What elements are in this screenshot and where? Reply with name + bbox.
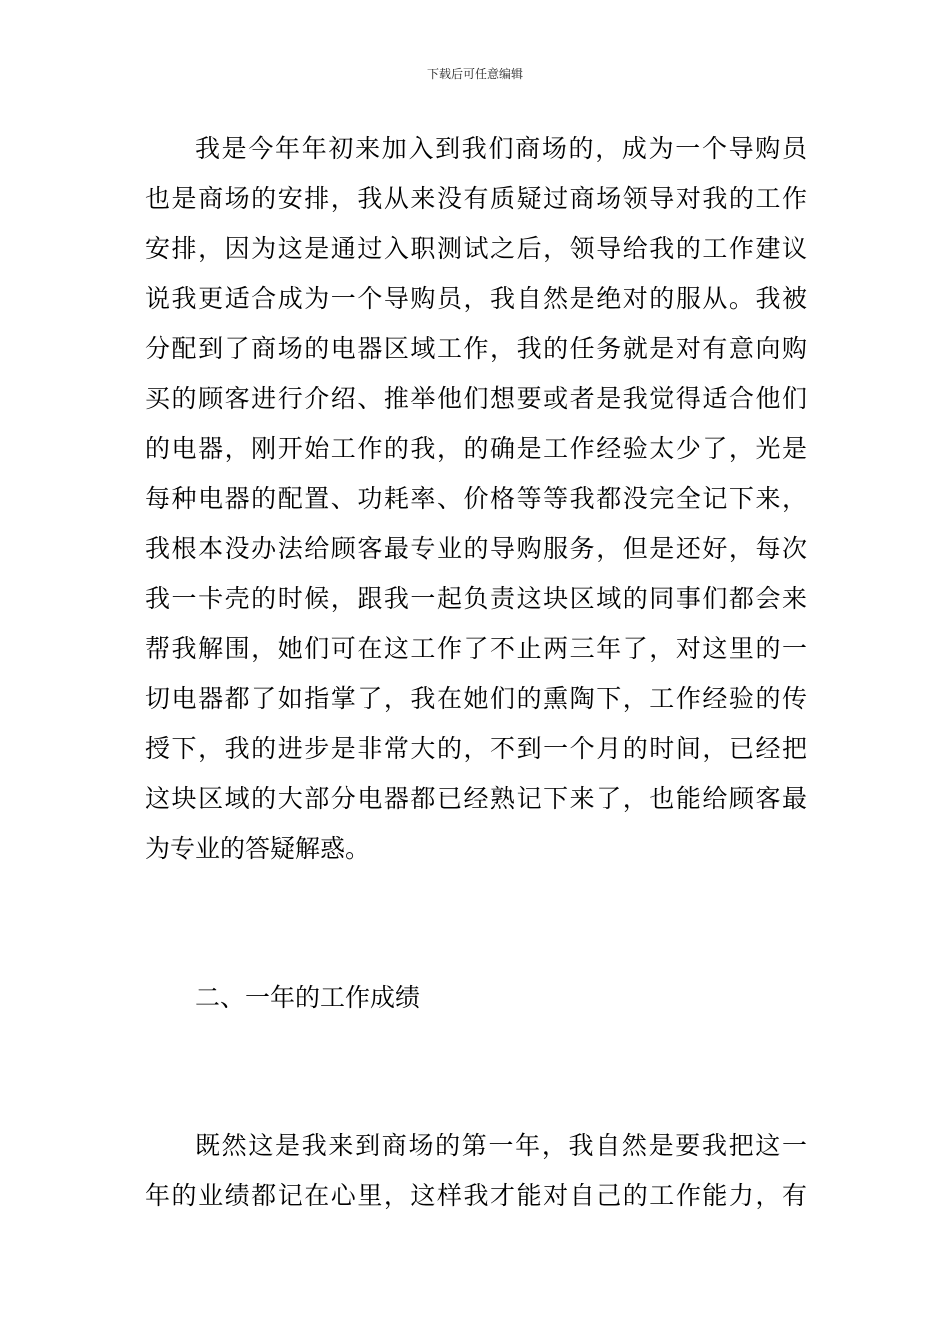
paragraph-line: 的电器，刚开始工作的我，的确是工作经验太少了，光是: [145, 434, 807, 463]
paragraph-line: 每种电器的配置、功耗率、价格等等我都没完全记下来，: [145, 484, 807, 513]
paragraph-line: 我一卡壳的时候，跟我一起负责这块区域的同事们都会来: [145, 584, 807, 613]
paragraph-line: 说我更适合成为一个导购员，我自然是绝对的服从。我被: [145, 284, 807, 313]
paragraph-line: 帮我解围，她们可在这工作了不止两三年了，对这里的一: [145, 634, 807, 663]
paragraph-line: 也是商场的安排，我从来没有质疑过商场领导对我的工作: [145, 184, 807, 213]
paragraph-line: 切电器都了如指掌了，我在她们的熏陶下，工作经验的传: [145, 684, 807, 713]
paragraph-line: 我根本没办法给顾客最专业的导购服务，但是还好，每次: [145, 534, 807, 563]
paragraph-line: 安排，因为这是通过入职测试之后，领导给我的工作建议: [145, 234, 807, 263]
paragraph-line: 这块区域的大部分电器都已经熟记下来了，也能给顾客最: [145, 784, 807, 813]
paragraph-line: 为专业的答疑解惑。: [145, 834, 371, 863]
paragraph-line: 既然这是我来到商场的第一年，我自然是要我把这一: [195, 1131, 807, 1160]
paragraph-line: 授下，我的进步是非常大的，不到一个月的时间，已经把: [145, 734, 807, 763]
paragraph-line: 年的业绩都记在心里，这样我才能对自己的工作能力，有: [145, 1181, 807, 1210]
paragraph-line: 买的顾客进行介绍、推举他们想要或者是我觉得适合他们: [145, 384, 807, 413]
header-note: 下载后可任意编辑: [426, 67, 523, 81]
section-heading: 二、一年的工作成绩: [195, 983, 421, 1012]
paragraph-line: 我是今年年初来加入到我们商场的，成为一个导购员: [195, 134, 807, 163]
paragraph-line: 分配到了商场的电器区域工作，我的任务就是对有意向购: [145, 334, 807, 363]
